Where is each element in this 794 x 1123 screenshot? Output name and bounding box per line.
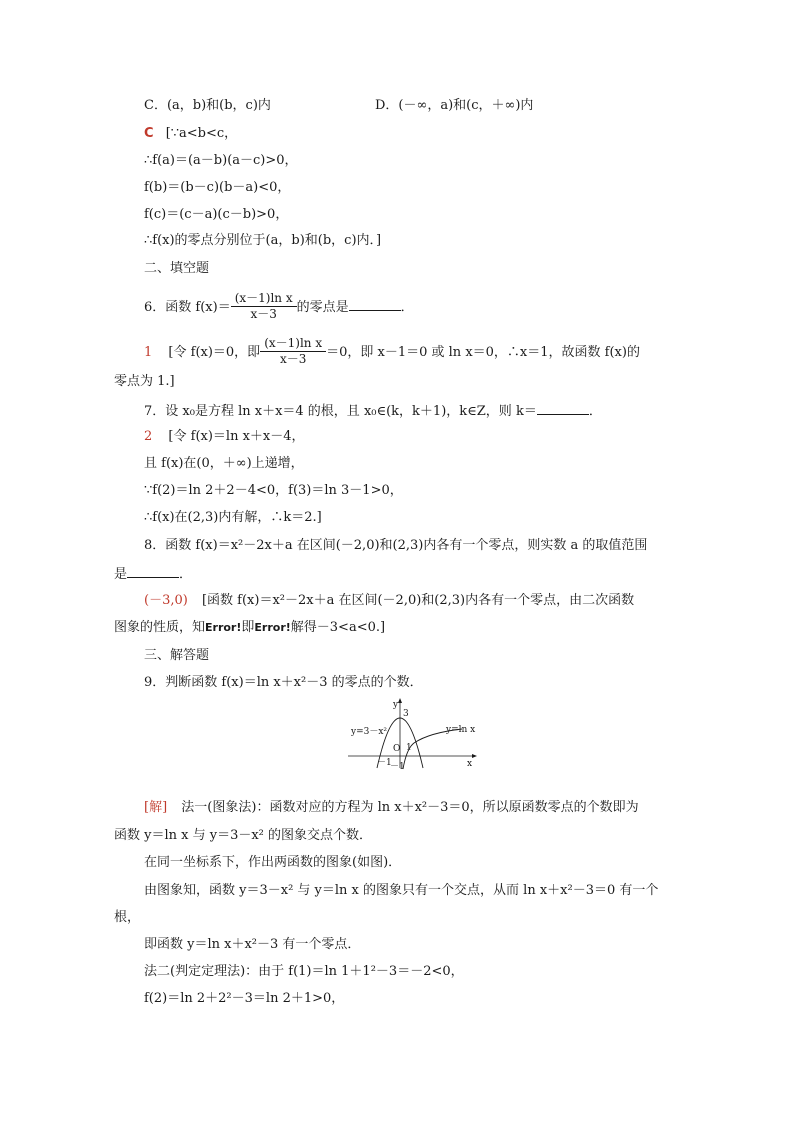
solution-line: ∴f(a)＝(a－b)(a－c)>0， bbox=[144, 153, 298, 168]
question-text: ． bbox=[179, 567, 193, 582]
solution-text: 图象的性质，知 bbox=[114, 620, 206, 635]
question-text: ． bbox=[588, 404, 602, 419]
y-axis-label: y bbox=[393, 700, 399, 710]
question-text: 的零点是 bbox=[296, 300, 349, 315]
y-axis-arrow-icon bbox=[398, 698, 402, 703]
answer-blank bbox=[537, 402, 589, 415]
answer-value: 1 bbox=[144, 345, 153, 360]
solution-text: [函数 f(x)＝x²－2x＋a 在区间(－2,0)和(2,3)内各有一个零点，由二次函数 bbox=[201, 593, 635, 608]
origin-label: O bbox=[393, 744, 401, 754]
solution-line: f(b)＝(b－c)(b－a)<0， bbox=[144, 180, 291, 195]
question-text: 8．函数 f(x)＝x²－2x＋a 在区间(－2,0)和(2,3)内各有一个零点，则实数 a 的取值范围 bbox=[144, 538, 648, 553]
solution-text: [∵a<b<c， bbox=[165, 126, 238, 141]
answer-value: 2 bbox=[144, 429, 153, 444]
solution-text: [令 f(x)＝ln x＋x－4， bbox=[168, 429, 305, 444]
question-text: 6．函数 f(x)＝ bbox=[144, 300, 231, 315]
solution-text: 即 bbox=[241, 620, 255, 635]
question-text: 7．设 x₀是方程 ln x＋x＝4 的根，且 x₀∈(k，k＋1)，k∈Z，则 k＝ bbox=[144, 404, 537, 419]
answer-blank bbox=[127, 565, 179, 578]
parabola-label: y=3－x² bbox=[351, 727, 388, 737]
option-d: D．(－∞，a)和(c，＋∞)内 bbox=[375, 98, 534, 113]
answer-blank bbox=[349, 298, 401, 311]
question-text: 是 bbox=[114, 567, 128, 582]
solution-line: 根， bbox=[114, 910, 141, 925]
solution-line: 即函数 y＝ln x＋x²－3 有一个零点． bbox=[144, 937, 361, 952]
fraction-numerator: (x－1)ln x bbox=[260, 336, 326, 352]
fraction bbox=[260, 336, 326, 367]
section-heading: 三、解答题 bbox=[144, 648, 210, 663]
answer-value: (－3,0) bbox=[144, 593, 188, 608]
option-c: C．(a，b)和(b，c)内 bbox=[144, 98, 271, 113]
solution-line: f(c)＝(c－a)(c－b)>0， bbox=[144, 207, 289, 222]
solution-text: ＝0，即 x－1＝0 或 ln x＝0，∴x＝1，故函数 f(x)的 bbox=[326, 345, 640, 360]
solution-tag: [解] bbox=[144, 800, 168, 815]
solution-line: 零点为 1.] bbox=[114, 374, 175, 389]
fraction bbox=[231, 291, 297, 322]
section-heading: 二、填空题 bbox=[144, 261, 210, 276]
solution-line: 由图象知，函数 y＝3－x² 与 y＝ln x 的图象只有一个交点，从而 ln x＋x²－3＝0 有一个 bbox=[144, 883, 659, 898]
solution-line: ∵f(2)＝ln 2＋2－4<0，f(3)＝ln 3－1>0， bbox=[144, 483, 403, 498]
function-graph bbox=[346, 698, 480, 770]
solution-text: [令 f(x)＝0，即 bbox=[168, 345, 261, 360]
solution-line: 且 f(x)在(0，＋∞)上递增， bbox=[144, 456, 304, 471]
solution-line: f(2)＝ln 2＋2²－3＝ln 2＋1>0， bbox=[144, 991, 345, 1006]
solution-line: 法二(判定定理法)：由于 f(1)＝ln 1＋1²－3＝－2<0， bbox=[144, 964, 464, 979]
tick-label-neg1-y: －1 bbox=[390, 762, 405, 770]
solution-line: 函数 y＝ln x 与 y＝3－x² 的图象交点个数． bbox=[114, 828, 373, 843]
fraction-denominator: x－3 bbox=[250, 307, 277, 321]
x-axis-label: x bbox=[467, 759, 473, 769]
tick-label-1: 1 bbox=[406, 743, 412, 753]
solution-line: ∴f(x)的零点分别位于(a，b)和(b，c)内．] bbox=[144, 233, 382, 248]
question-text: ． bbox=[400, 300, 414, 315]
error-marker: Error! bbox=[254, 621, 291, 634]
solution-line: ∴f(x)在(2,3)内有解，∴k＝2.] bbox=[144, 510, 322, 525]
ln-curve bbox=[403, 729, 462, 769]
ln-label: y=ln x bbox=[446, 725, 476, 735]
fraction-denominator: x－3 bbox=[279, 352, 307, 366]
solution-text: 解得－3<a<0.] bbox=[290, 620, 386, 635]
fraction-numerator: (x－1)ln x bbox=[231, 291, 297, 307]
solution-text: 法一(图象法)：函数对应的方程为 ln x＋x²－3＝0，所以原函数零点的个数即为 bbox=[181, 800, 639, 815]
solution-line: 在同一坐标系下，作出两函数的图象(如图)． bbox=[144, 855, 402, 870]
error-marker: Error! bbox=[205, 621, 242, 634]
answer-letter: C bbox=[144, 126, 154, 141]
tick-label-3: 3 bbox=[403, 709, 409, 719]
x-axis-arrow-icon bbox=[472, 754, 477, 758]
tick-label-neg1-x: －1 bbox=[377, 758, 392, 768]
question-text: 9．判断函数 f(x)＝ln x＋x²－3 的零点的个数． bbox=[144, 675, 423, 690]
